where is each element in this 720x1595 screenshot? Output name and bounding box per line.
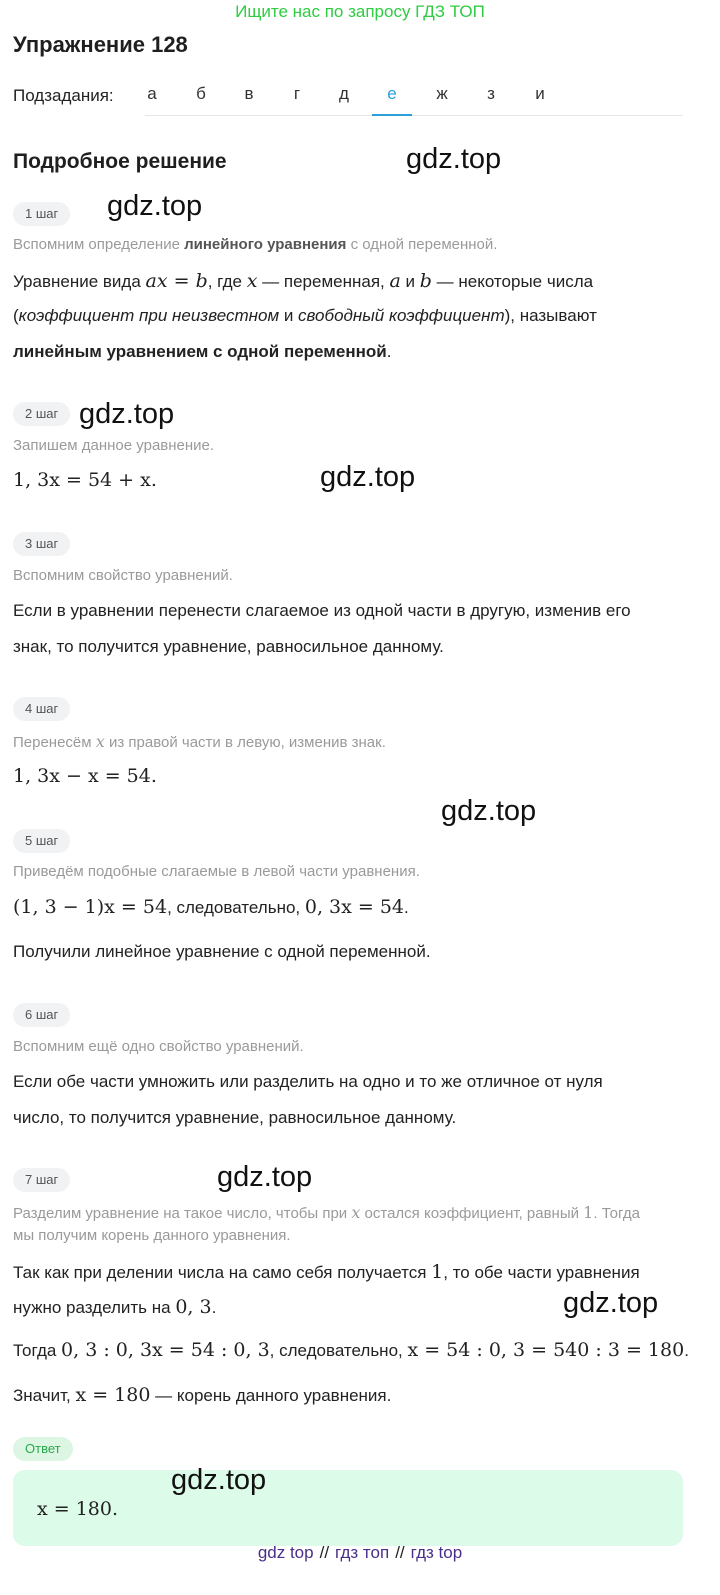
step-hint: Вспомним определение линейного уравнения с одной переменной. <box>13 236 498 253</box>
footer-separator: // <box>395 1543 405 1562</box>
step-text: Получили линейное уравнение с одной переменной. <box>13 942 431 961</box>
watermark: gdz.top <box>79 398 175 430</box>
step-badge: 6 шаг <box>13 1003 70 1027</box>
step-text: нужно разделить на 0, 3. <box>13 1296 217 1318</box>
step-hint: Разделим уравнение на такое число, чтобы при x остался коэффициент, равный 1. Тогда <box>13 1203 640 1222</box>
watermark: gdz.top <box>107 190 203 222</box>
step-text: Если обе части умножить или разделить на одно и то же отличное от нуля <box>13 1072 603 1091</box>
step-hint: мы получим корень данного уравнения. <box>13 1227 291 1244</box>
step-text: знак, то получится уравнение, равносильное данному. <box>13 637 444 656</box>
tab-i[interactable]: и <box>535 84 545 103</box>
footer-links <box>0 1543 720 1563</box>
footer-link-gdz-top[interactable]: gdz top <box>257 1543 314 1562</box>
step-text: Уравнение вида ax = b, где x — переменная, a и b — некоторые числа <box>13 270 594 292</box>
step-text: Так как при делении числа на само себя получается 1, то обе части уравнения <box>13 1261 640 1283</box>
step-badge: 1 шаг <box>13 202 70 226</box>
footer-link-gdz-top-ru[interactable]: гдз топ <box>335 1543 390 1562</box>
step-hint: Перенесём x из правой части в левую, изменив знак. <box>13 732 386 751</box>
step-badge: 4 шаг <box>13 697 70 721</box>
watermark: gdz.top <box>217 1161 313 1193</box>
step-badge: 7 шаг <box>13 1168 70 1192</box>
step-text: Если в уравнении перенести слагаемое из одной части в другую, изменив его <box>13 601 631 620</box>
step-text: Значит, x = 180 — корень данного уравнения. <box>13 1384 392 1406</box>
tab-e-active[interactable]: е <box>372 84 412 116</box>
subtasks-nav <box>13 82 683 116</box>
solution-title: Подробное решение <box>13 150 227 173</box>
step-badge: 5 шаг <box>13 829 70 853</box>
step-hint: Запишем данное уравнение. <box>13 437 215 454</box>
promo-banner: Ищите нас по запросу ГДЗ ТОП <box>235 2 485 21</box>
tab-zh[interactable]: ж <box>436 84 448 103</box>
subtasks-label: Подзадания: <box>13 86 114 105</box>
step-hint: Вспомним ещё одно свойство уравнений. <box>13 1038 304 1055</box>
watermark: gdz.top <box>171 1464 267 1496</box>
page-title: Упражнение 128 <box>13 32 188 57</box>
step-equation: 1, 3x = 54 + x. <box>13 469 157 491</box>
step-equation: Тогда 0, 3 : 0, 3x = 54 : 0, 3, следовательно, x = 54 : 0, 3 = 540 : 3 = 180. <box>13 1339 689 1361</box>
step-text: (коэффициент при неизвестном и свободный коэффициент), называют <box>13 306 597 325</box>
subtasks-divider <box>145 115 683 116</box>
answer-badge: Ответ <box>13 1437 73 1461</box>
tab-a[interactable]: а <box>147 84 157 103</box>
watermark: gdz.top <box>441 795 537 827</box>
tab-d[interactable]: д <box>339 84 349 103</box>
step-text: линейным уравнением с одной переменной. <box>13 342 392 361</box>
watermark: gdz.top <box>406 143 502 175</box>
step-equation: (1, 3 − 1)x = 54, следовательно, 0, 3x = 54. <box>13 896 409 918</box>
step-hint: Приведём подобные слагаемые в левой части уравнения. <box>13 863 420 880</box>
footer-separator: // <box>319 1543 330 1562</box>
tab-z[interactable]: з <box>487 84 495 103</box>
step-text: число, то получится уравнение, равносильное данному. <box>13 1108 457 1127</box>
answer-value: x = 180. <box>37 1498 119 1520</box>
tab-b[interactable]: б <box>196 84 206 103</box>
footer-link-gdz-top-mixed[interactable]: гдз top <box>410 1543 463 1562</box>
tab-v[interactable]: в <box>244 84 254 103</box>
answer-box <box>13 1470 683 1546</box>
watermark: gdz.top <box>563 1287 659 1319</box>
tab-g[interactable]: г <box>293 84 301 103</box>
step-equation: 1, 3x − x = 54. <box>13 765 157 787</box>
step-badge: 3 шаг <box>13 532 70 556</box>
watermark: gdz.top <box>320 461 416 493</box>
step-badge: 2 шаг <box>13 402 70 426</box>
step-hint: Вспомним свойство уравнений. <box>13 567 233 584</box>
